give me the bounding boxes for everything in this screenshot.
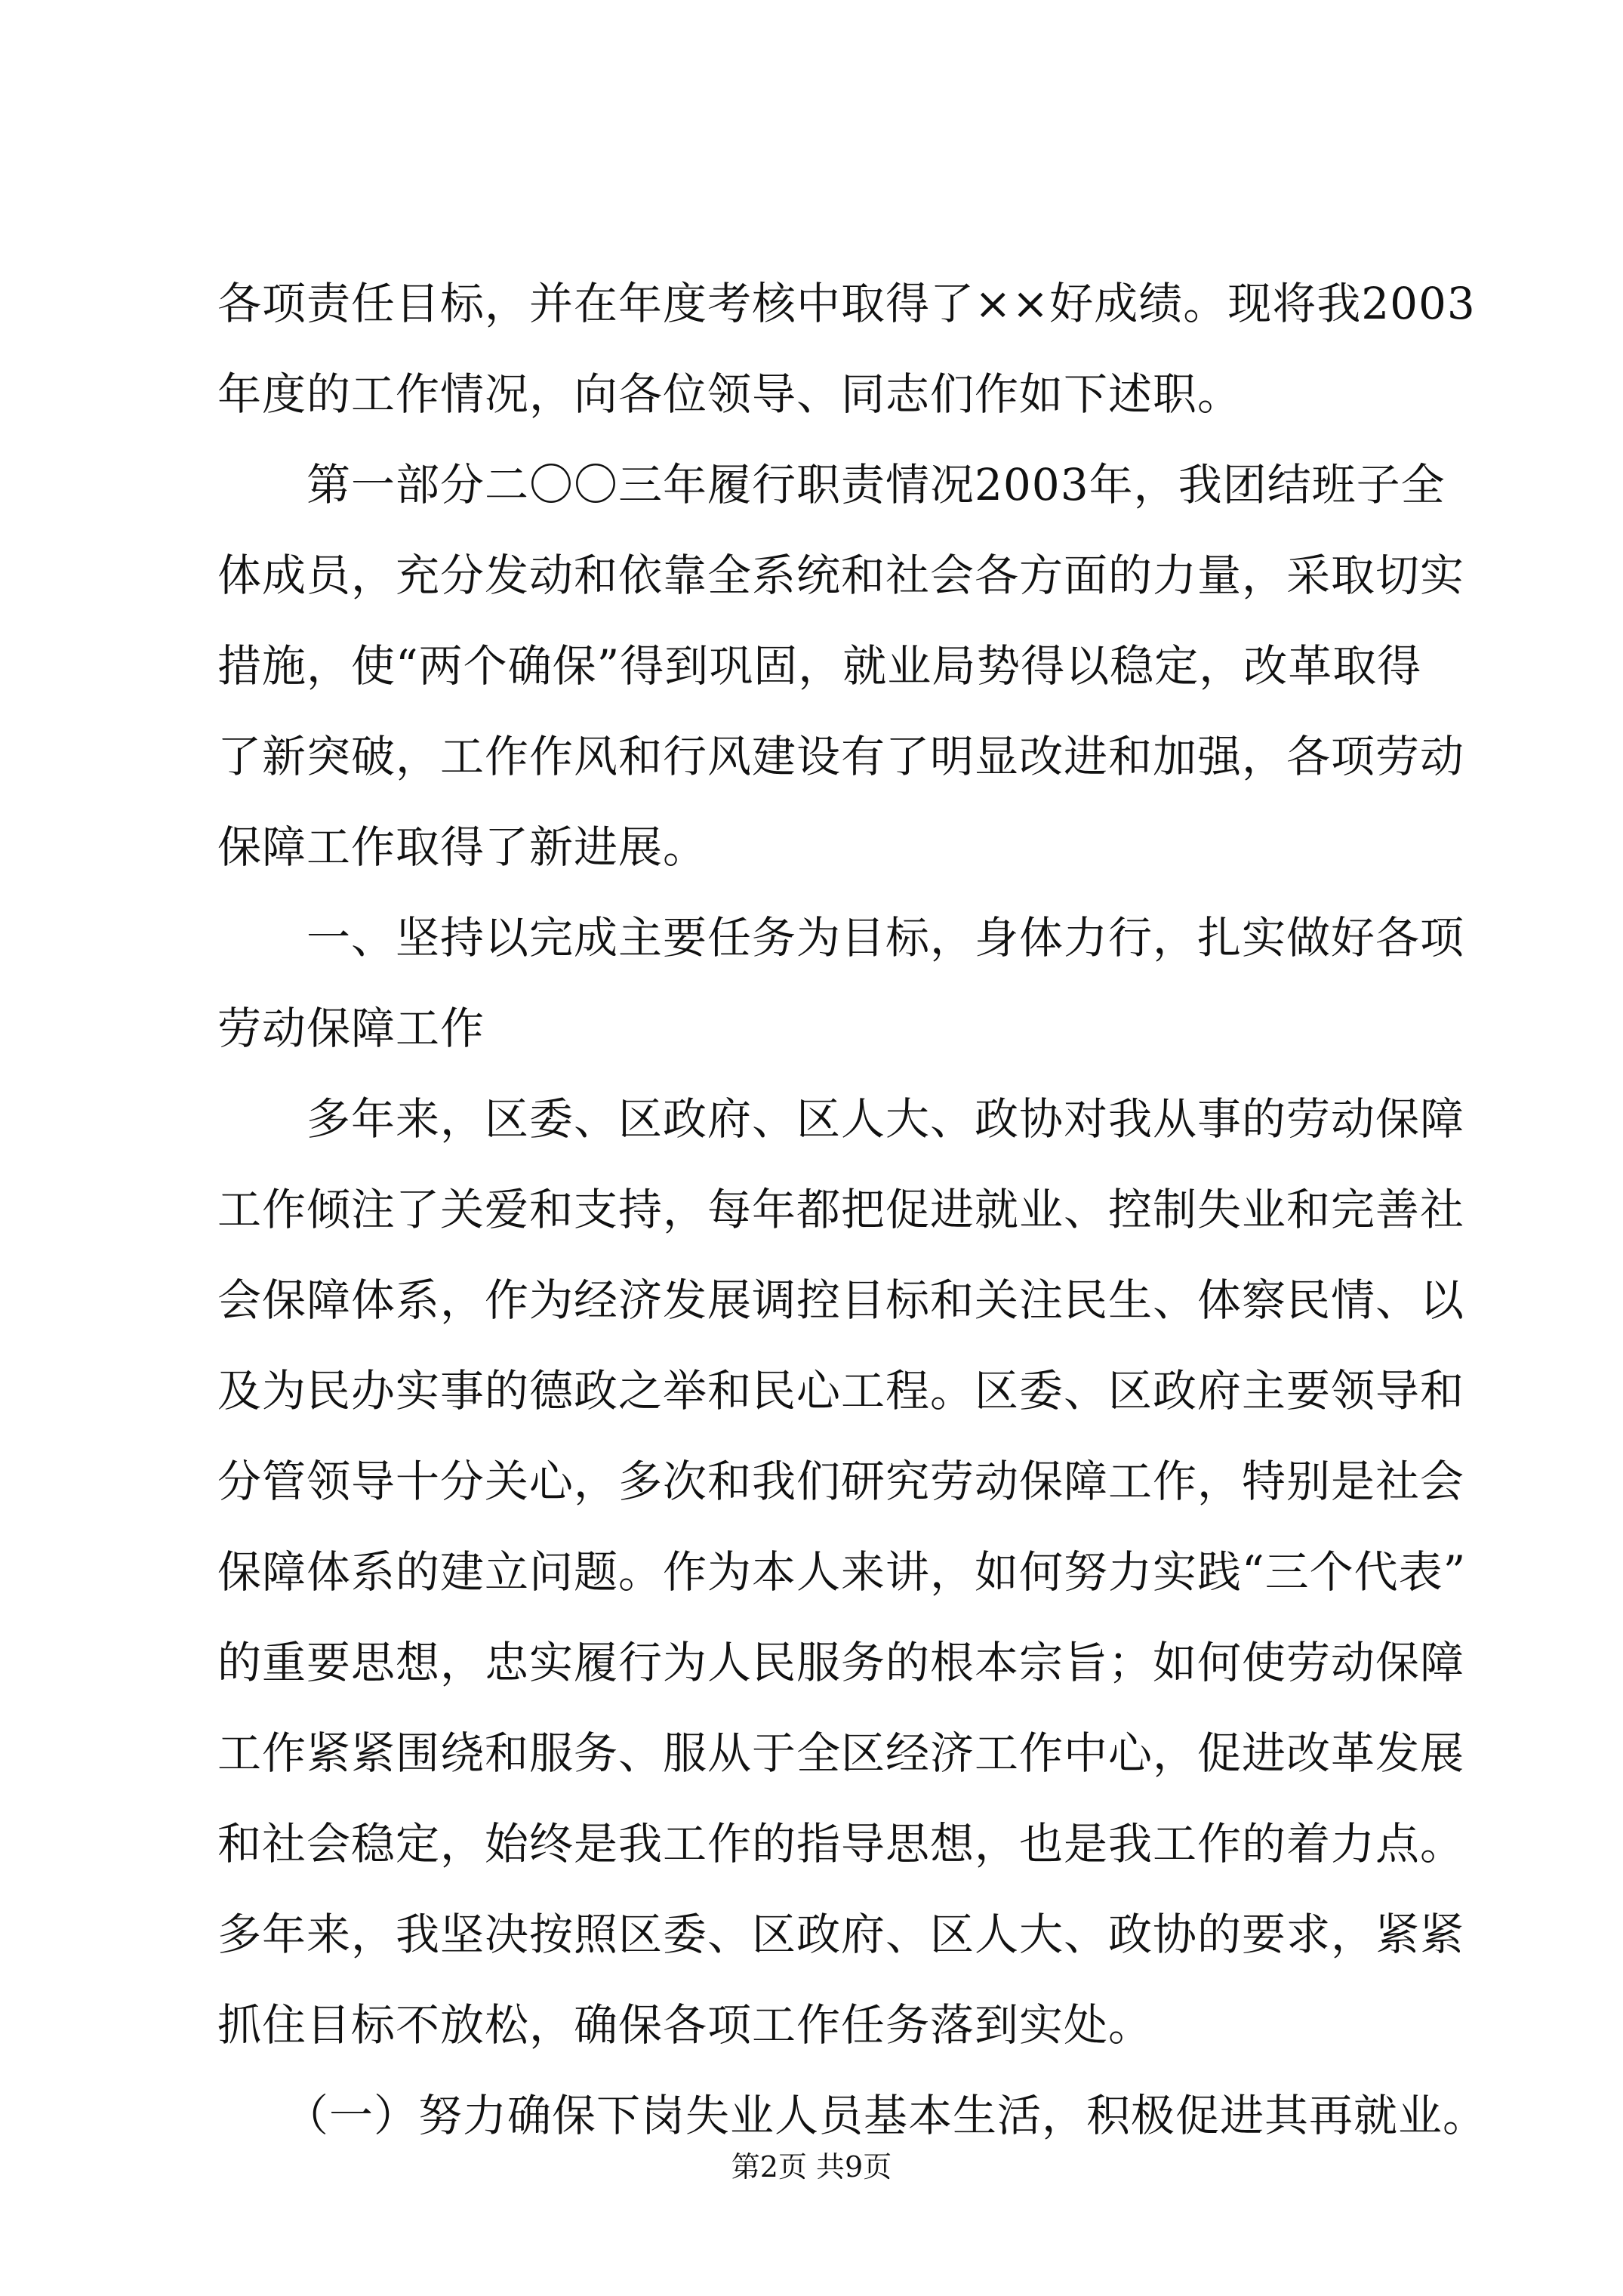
body-line: 及为民办实事的德政之举和民心工程。区委、区政府主要领导和 [217, 1365, 1465, 1416]
body-line: 抓住目标不放松，确保各项工作任务落到实处。 [217, 1999, 1153, 2051]
subsection-heading-line: （一）努力确保下岗失业人员基本生活，积极促进其再就业。 [217, 2090, 1488, 2141]
document-body [217, 258, 1488, 2161]
page-number-indicator: 第2页 共9页 [731, 2150, 892, 2184]
body-line: 多年来，我坚决按照区委、区政府、区人大、政协的要求，紧紧 [217, 1909, 1465, 1960]
body-line: 和社会稳定，始终是我工作的指导思想，也是我工作的着力点。 [217, 1818, 1465, 1869]
body-line: 会保障体系，作为经济发展调控目标和关注民生、体察民情、以 [217, 1274, 1465, 1326]
page-footer [0, 2144, 1623, 2190]
body-line: 了新突破，工作作风和行风建设有了明显改进和加强，各项劳动 [217, 731, 1465, 782]
body-line: 多年来，区委、区政府、区人大、政协对我从事的劳动保障 [217, 1093, 1465, 1145]
body-line: 第一部分二〇〇三年履行职责情况2003年，我团结班子全 [217, 459, 1446, 510]
body-line: 工作紧紧围绕和服务、服从于全区经济工作中心，促进改革发展 [217, 1727, 1465, 1779]
body-line: 工作倾注了关爱和支持，每年都把促进就业、控制失业和完善社 [217, 1184, 1465, 1235]
body-line: 的重要思想，忠实履行为人民服务的根本宗旨；如何使劳动保障 [217, 1637, 1465, 1688]
body-line: 措施，使“两个确保”得到巩固，就业局势得以稳定，改革取得 [217, 640, 1422, 692]
body-line: 各项责任目标，并在年度考核中取得了××好成绩。现将我2003 [217, 278, 1476, 329]
body-line: 保障体系的建立问题。作为本人来讲，如何努力实践“三个代表” [217, 1546, 1467, 1598]
section-heading-line: 一、坚持以完成主要任务为目标，身体力行，扎实做好各项 [217, 912, 1465, 963]
body-line: 体成员，充分发动和依靠全系统和社会各方面的力量，采取切实 [217, 550, 1465, 601]
body-line: 保障工作取得了新进展。 [217, 821, 708, 873]
body-line: 年度的工作情况，向各位领导、同志们作如下述职。 [217, 368, 1243, 420]
section-heading-line: 劳动保障工作 [217, 1003, 485, 1054]
body-line: 分管领导十分关心，多次和我们研究劳动保障工作，特别是社会 [217, 1456, 1465, 1507]
